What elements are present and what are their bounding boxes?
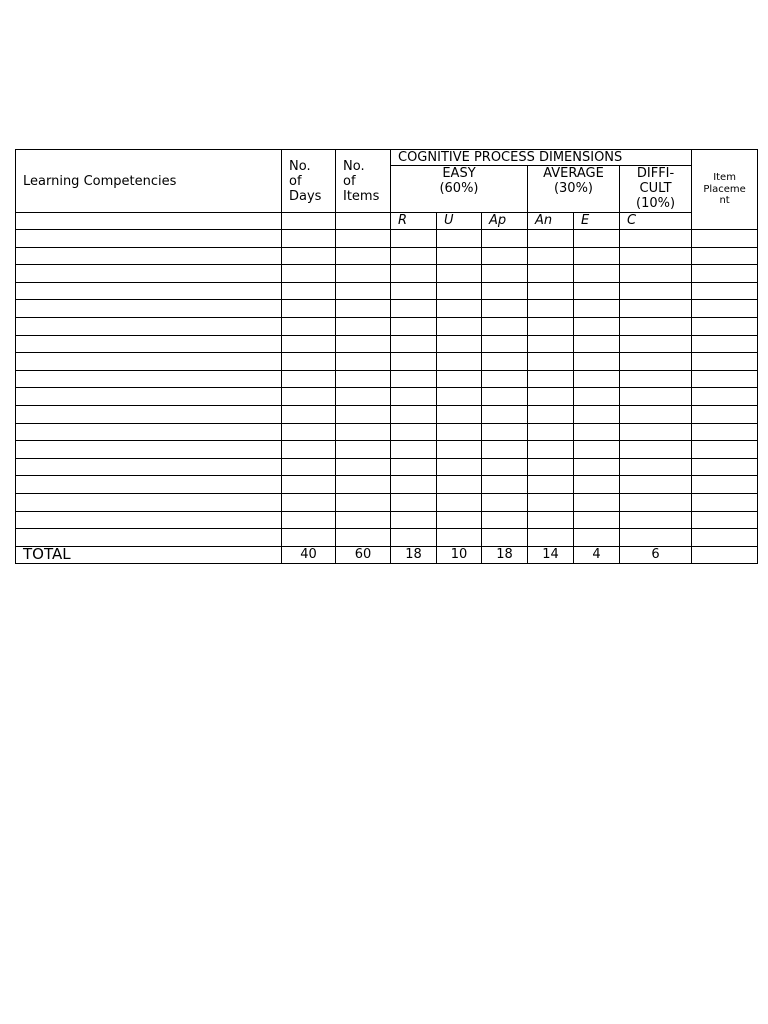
apply-cell[interactable] — [482, 441, 528, 459]
header-days-line: of — [289, 173, 302, 189]
table-row — [16, 265, 758, 283]
remember-cell[interactable] — [391, 230, 437, 248]
table-row — [16, 230, 758, 248]
competency-cell[interactable] — [16, 529, 282, 547]
table-row — [16, 441, 758, 459]
header-item-placement — [692, 150, 758, 230]
create-cell[interactable] — [620, 230, 692, 248]
total-row — [16, 546, 758, 563]
apply-cell[interactable] — [482, 458, 528, 476]
placement-cell[interactable] — [692, 370, 758, 388]
competency-cell[interactable] — [16, 230, 282, 248]
total-days: 40 — [282, 546, 336, 563]
apply-cell[interactable] — [482, 405, 528, 423]
analyze-cell[interactable] — [528, 405, 574, 423]
table-row — [16, 300, 758, 318]
placement-cell[interactable] — [692, 353, 758, 371]
apply-cell[interactable] — [482, 423, 528, 441]
competency-cell[interactable] — [16, 388, 282, 406]
header-learning-competencies-text: Learning Competencies — [23, 173, 177, 189]
header-difficult-line: DIFFI- — [636, 166, 675, 181]
header-learning-competencies — [16, 150, 282, 213]
items-cell[interactable] — [336, 493, 391, 511]
header-easy-line: (60%) — [439, 181, 479, 196]
remember-cell[interactable] — [391, 493, 437, 511]
placement-cell[interactable] — [692, 300, 758, 318]
items-cell[interactable] — [336, 511, 391, 529]
header-easy-line: EASY — [442, 166, 476, 181]
evaluate-cell[interactable] — [574, 247, 620, 265]
evaluate-cell[interactable] — [574, 511, 620, 529]
placement-cell[interactable] — [692, 317, 758, 335]
remember-cell[interactable] — [391, 317, 437, 335]
evaluate-cell[interactable] — [574, 476, 620, 494]
evaluate-cell[interactable] — [574, 405, 620, 423]
remember-cell[interactable] — [391, 353, 437, 371]
table-row — [16, 458, 758, 476]
placement-cell[interactable] — [692, 405, 758, 423]
remember-cell[interactable] — [391, 282, 437, 300]
total-analyze: 14 — [528, 546, 574, 563]
header-difficult-line: (10%) — [636, 196, 676, 211]
create-cell[interactable] — [620, 511, 692, 529]
items-cell[interactable] — [336, 265, 391, 283]
header-days-line: No. — [289, 158, 311, 174]
days-cell[interactable] — [282, 282, 336, 300]
table-row — [16, 247, 758, 265]
understand-cell[interactable] — [437, 370, 482, 388]
items-cell[interactable] — [336, 300, 391, 318]
placement-cell[interactable] — [692, 529, 758, 547]
competency-cell[interactable] — [16, 282, 282, 300]
understand-cell[interactable] — [437, 300, 482, 318]
header-items-line: Items — [343, 188, 380, 204]
apply-cell[interactable] — [482, 493, 528, 511]
table-row — [16, 529, 758, 547]
analyze-cell[interactable] — [528, 458, 574, 476]
understand-cell[interactable] — [437, 265, 482, 283]
header-row-1 — [16, 150, 758, 166]
placement-cell[interactable] — [692, 441, 758, 459]
create-cell[interactable] — [620, 441, 692, 459]
table-row — [16, 335, 758, 353]
header-empty-items — [336, 213, 391, 230]
create-cell[interactable] — [620, 458, 692, 476]
create-cell[interactable] — [620, 476, 692, 494]
evaluate-cell[interactable] — [574, 300, 620, 318]
remember-cell[interactable] — [391, 441, 437, 459]
apply-cell[interactable] — [482, 230, 528, 248]
days-cell[interactable] — [282, 335, 336, 353]
analyze-cell[interactable] — [528, 230, 574, 248]
items-cell[interactable] — [336, 458, 391, 476]
understand-cell[interactable] — [437, 282, 482, 300]
apply-cell[interactable] — [482, 317, 528, 335]
competency-cell[interactable] — [16, 441, 282, 459]
competency-cell[interactable] — [16, 405, 282, 423]
table-row — [16, 353, 758, 371]
competency-cell[interactable] — [16, 353, 282, 371]
days-cell[interactable] — [282, 441, 336, 459]
days-cell[interactable] — [282, 353, 336, 371]
evaluate-cell[interactable] — [574, 282, 620, 300]
items-cell[interactable] — [336, 370, 391, 388]
days-cell[interactable] — [282, 230, 336, 248]
days-cell[interactable] — [282, 247, 336, 265]
days-cell[interactable] — [282, 388, 336, 406]
table-row — [16, 282, 758, 300]
remember-cell[interactable] — [391, 335, 437, 353]
apply-cell[interactable] — [482, 247, 528, 265]
apply-cell[interactable] — [482, 529, 528, 547]
days-cell[interactable] — [282, 423, 336, 441]
days-cell[interactable] — [282, 511, 336, 529]
apply-cell[interactable] — [482, 388, 528, 406]
placement-cell[interactable] — [692, 423, 758, 441]
table-row — [16, 405, 758, 423]
table-row — [16, 388, 758, 406]
header-items-line: No. — [343, 158, 365, 174]
header-empty-competencies — [16, 213, 282, 230]
table-row — [16, 493, 758, 511]
analyze-cell[interactable] — [528, 335, 574, 353]
remember-cell[interactable] — [391, 529, 437, 547]
analyze-cell[interactable] — [528, 388, 574, 406]
analyze-cell[interactable] — [528, 476, 574, 494]
total-label: TOTAL — [16, 546, 282, 563]
remember-cell[interactable] — [391, 370, 437, 388]
evaluate-cell[interactable] — [574, 388, 620, 406]
table-row — [16, 511, 758, 529]
create-cell[interactable] — [620, 370, 692, 388]
understand-cell[interactable] — [437, 529, 482, 547]
understand-cell[interactable] — [437, 423, 482, 441]
create-cell[interactable] — [620, 247, 692, 265]
remember-cell[interactable] — [391, 458, 437, 476]
evaluate-cell[interactable] — [574, 529, 620, 547]
understand-cell[interactable] — [437, 493, 482, 511]
total-items: 60 — [336, 546, 391, 563]
evaluate-cell[interactable] — [574, 423, 620, 441]
competency-cell[interactable] — [16, 317, 282, 335]
header-days-line: Days — [289, 188, 322, 204]
analyze-cell[interactable] — [528, 353, 574, 371]
cognitive-title-text: COGNITIVE PROCESS DIMENSIONS — [398, 150, 623, 165]
items-cell[interactable] — [336, 405, 391, 423]
total-remember: 18 — [391, 546, 437, 563]
table-row — [16, 370, 758, 388]
create-cell[interactable] — [620, 405, 692, 423]
apply-cell[interactable] — [482, 511, 528, 529]
analyze-cell[interactable] — [528, 317, 574, 335]
competency-cell[interactable] — [16, 247, 282, 265]
total-apply: 18 — [482, 546, 528, 563]
days-cell[interactable] — [282, 317, 336, 335]
competency-cell[interactable] — [16, 493, 282, 511]
evaluate-cell[interactable] — [574, 335, 620, 353]
days-cell[interactable] — [282, 300, 336, 318]
competency-cell[interactable] — [16, 476, 282, 494]
apply-cell[interactable] — [482, 353, 528, 371]
header-easy — [391, 166, 528, 213]
header-row-levels — [16, 213, 758, 230]
understand-cell[interactable] — [437, 476, 482, 494]
days-cell[interactable] — [282, 370, 336, 388]
analyze-cell[interactable] — [528, 265, 574, 283]
items-cell[interactable] — [336, 529, 391, 547]
items-cell[interactable] — [336, 476, 391, 494]
apply-cell[interactable] — [482, 282, 528, 300]
create-cell[interactable] — [620, 493, 692, 511]
evaluate-cell[interactable] — [574, 493, 620, 511]
competency-cell[interactable] — [16, 511, 282, 529]
table-of-specifications — [15, 149, 758, 564]
total-placement — [692, 546, 758, 563]
days-cell[interactable] — [282, 476, 336, 494]
header-no-of-items — [336, 150, 391, 213]
placement-cell[interactable] — [692, 230, 758, 248]
evaluate-cell[interactable] — [574, 441, 620, 459]
items-cell[interactable] — [336, 282, 391, 300]
table-row — [16, 423, 758, 441]
remember-cell[interactable] — [391, 265, 437, 283]
understand-cell[interactable] — [437, 317, 482, 335]
analyze-cell[interactable] — [528, 282, 574, 300]
total-evaluate: 4 — [574, 546, 620, 563]
days-cell[interactable] — [282, 529, 336, 547]
items-cell[interactable] — [336, 317, 391, 335]
header-difficult-line: CULT — [639, 181, 672, 196]
level-evaluate: E — [574, 213, 620, 230]
header-average-line: AVERAGE — [543, 166, 604, 181]
apply-cell[interactable] — [482, 370, 528, 388]
header-placement-line: Item — [713, 172, 736, 184]
days-cell[interactable] — [282, 493, 336, 511]
header-difficult — [620, 166, 692, 213]
evaluate-cell[interactable] — [574, 317, 620, 335]
competency-cell[interactable] — [16, 370, 282, 388]
level-analyze: An — [528, 213, 574, 230]
total-create: 6 — [620, 546, 692, 563]
apply-cell[interactable] — [482, 335, 528, 353]
header-empty-days — [282, 213, 336, 230]
evaluate-cell[interactable] — [574, 353, 620, 371]
create-cell[interactable] — [620, 265, 692, 283]
days-cell[interactable] — [282, 405, 336, 423]
days-cell[interactable] — [282, 458, 336, 476]
evaluate-cell[interactable] — [574, 370, 620, 388]
understand-cell[interactable] — [437, 405, 482, 423]
apply-cell[interactable] — [482, 300, 528, 318]
items-cell[interactable] — [336, 441, 391, 459]
placement-cell[interactable] — [692, 511, 758, 529]
header-items-line: of — [343, 173, 356, 189]
create-cell[interactable] — [620, 529, 692, 547]
total-understand: 10 — [437, 546, 482, 563]
competency-cell[interactable] — [16, 423, 282, 441]
header-placement-line: nt — [719, 195, 730, 207]
items-cell[interactable] — [336, 335, 391, 353]
analyze-cell[interactable] — [528, 300, 574, 318]
items-cell[interactable] — [336, 388, 391, 406]
competency-cell[interactable] — [16, 335, 282, 353]
remember-cell[interactable] — [391, 511, 437, 529]
remember-cell[interactable] — [391, 423, 437, 441]
placement-cell[interactable] — [692, 458, 758, 476]
create-cell[interactable] — [620, 317, 692, 335]
placement-cell[interactable] — [692, 282, 758, 300]
create-cell[interactable] — [620, 353, 692, 371]
create-cell[interactable] — [620, 300, 692, 318]
understand-cell[interactable] — [437, 441, 482, 459]
remember-cell[interactable] — [391, 476, 437, 494]
level-apply: Ap — [482, 213, 528, 230]
analyze-cell[interactable] — [528, 441, 574, 459]
understand-cell[interactable] — [437, 511, 482, 529]
placement-cell[interactable] — [692, 265, 758, 283]
days-cell[interactable] — [282, 265, 336, 283]
header-average-line: (30%) — [553, 181, 594, 196]
analyze-cell[interactable] — [528, 529, 574, 547]
placement-cell[interactable] — [692, 335, 758, 353]
remember-cell[interactable] — [391, 300, 437, 318]
create-cell[interactable] — [620, 282, 692, 300]
create-cell[interactable] — [620, 335, 692, 353]
competency-cell[interactable] — [16, 458, 282, 476]
analyze-cell[interactable] — [528, 423, 574, 441]
header-average — [528, 166, 620, 213]
understand-cell[interactable] — [437, 388, 482, 406]
analyze-cell[interactable] — [528, 493, 574, 511]
evaluate-cell[interactable] — [574, 230, 620, 248]
items-cell[interactable] — [336, 353, 391, 371]
header-placement-line: Placeme — [703, 183, 746, 195]
items-cell[interactable] — [336, 247, 391, 265]
level-remember: R — [391, 213, 437, 230]
understand-cell[interactable] — [437, 230, 482, 248]
items-cell[interactable] — [336, 230, 391, 248]
evaluate-cell[interactable] — [574, 265, 620, 283]
analyze-cell[interactable] — [528, 247, 574, 265]
table-row — [16, 476, 758, 494]
apply-cell[interactable] — [482, 476, 528, 494]
understand-cell[interactable] — [437, 353, 482, 371]
apply-cell[interactable] — [482, 265, 528, 283]
items-cell[interactable] — [336, 423, 391, 441]
level-understand: U — [437, 213, 482, 230]
evaluate-cell[interactable] — [574, 458, 620, 476]
placement-cell[interactable] — [692, 493, 758, 511]
header-no-of-days — [282, 150, 336, 213]
create-cell[interactable] — [620, 423, 692, 441]
placement-cell[interactable] — [692, 388, 758, 406]
placement-cell[interactable] — [692, 247, 758, 265]
understand-cell[interactable] — [437, 335, 482, 353]
header-cognitive-process-dimensions — [391, 150, 692, 166]
remember-cell[interactable] — [391, 388, 437, 406]
create-cell[interactable] — [620, 388, 692, 406]
analyze-cell[interactable] — [528, 511, 574, 529]
understand-cell[interactable] — [437, 247, 482, 265]
level-create: C — [620, 213, 692, 230]
competency-cell[interactable] — [16, 300, 282, 318]
competency-cell[interactable] — [16, 265, 282, 283]
understand-cell[interactable] — [437, 458, 482, 476]
placement-cell[interactable] — [692, 476, 758, 494]
analyze-cell[interactable] — [528, 370, 574, 388]
remember-cell[interactable] — [391, 405, 437, 423]
table-row — [16, 317, 758, 335]
remember-cell[interactable] — [391, 247, 437, 265]
